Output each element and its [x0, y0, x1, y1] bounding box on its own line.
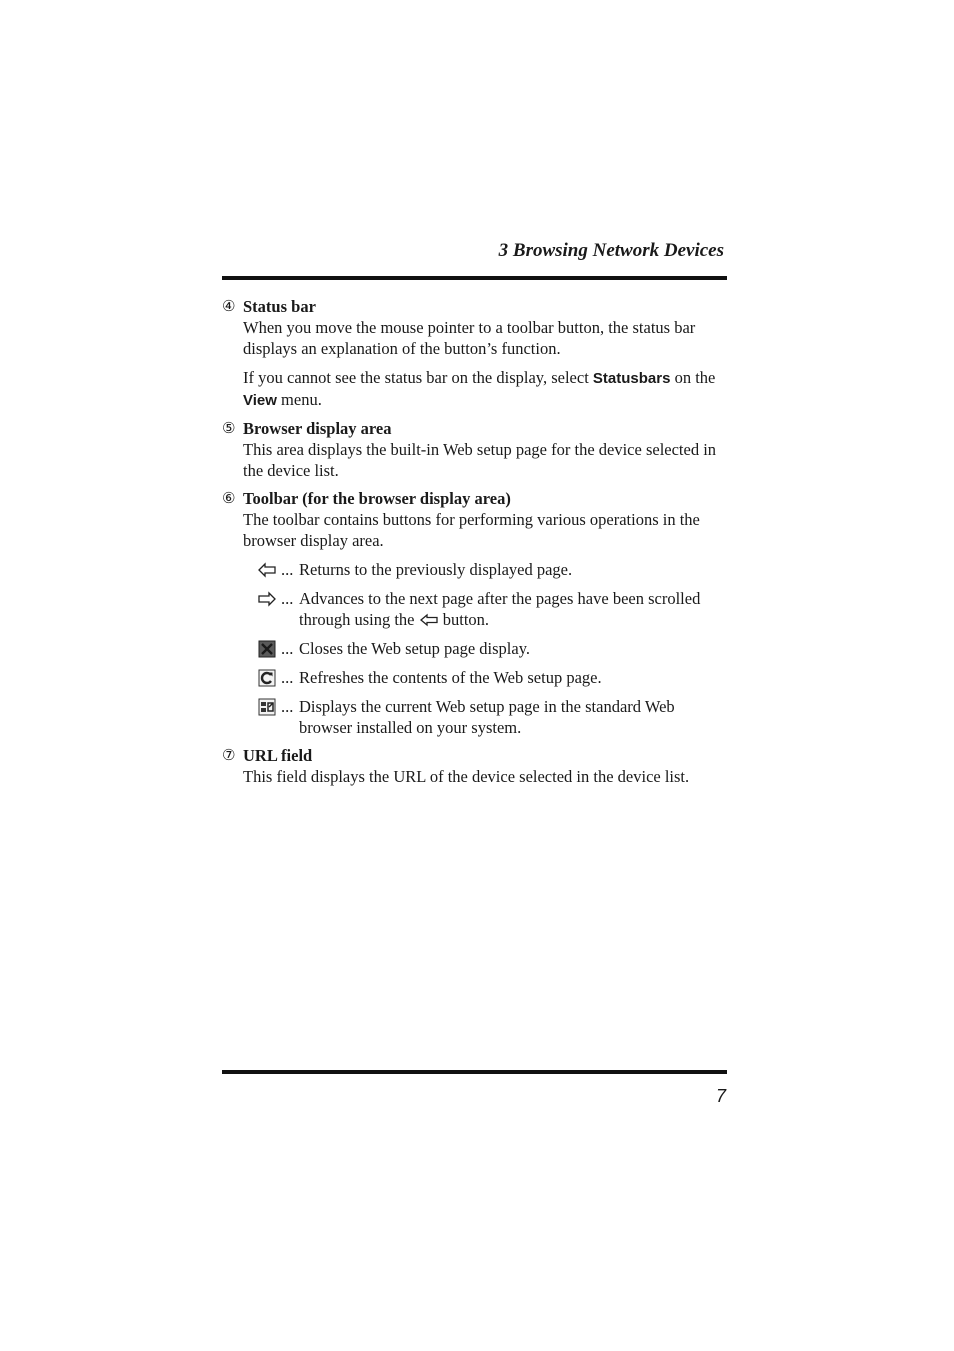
item-description	[299, 588, 727, 630]
section-title: Status bar	[243, 297, 316, 316]
section-marker: ⑦	[222, 746, 236, 764]
section-paragraph	[243, 367, 727, 411]
item-description: Returns to the previously displayed page.	[299, 560, 573, 579]
list-item	[257, 559, 727, 580]
section-paragraph: This field displays the URL of the device selected in the device list.	[243, 767, 690, 786]
list-item	[257, 588, 727, 630]
page-content	[222, 296, 727, 787]
paragraph-text: menu.	[276, 390, 322, 409]
item-description: Refreshes the contents of the Web setup page.	[299, 668, 602, 687]
item-text: Advances to the next page after the pages have been scrolled through using the	[299, 589, 701, 629]
forward-arrow-icon	[257, 590, 277, 608]
page-number: 7	[715, 1086, 726, 1106]
section-marker: ⑤	[222, 419, 236, 437]
list-item	[257, 638, 727, 659]
section-title: URL field	[243, 746, 313, 765]
leader-dots: ...	[281, 589, 294, 608]
list-item	[257, 696, 727, 738]
section-url-field	[222, 745, 727, 787]
section-toolbar	[222, 488, 727, 738]
item-description: Closes the Web setup page display.	[299, 639, 531, 658]
section-marker: ⑥	[222, 489, 236, 507]
footer-rule	[222, 1070, 727, 1074]
section-status-bar	[222, 296, 727, 411]
leader-dots: ...	[281, 639, 294, 658]
paragraph-text: If you cannot see the status bar on the display, select	[243, 368, 593, 387]
section-paragraph: The toolbar contains buttons for performing various operations in the browser display area.	[243, 510, 700, 550]
section-marker: ④	[222, 297, 236, 315]
section-browser-display-area	[222, 418, 727, 481]
leader-dots: ...	[281, 560, 294, 579]
menu-command-statusbars: Statusbars	[592, 370, 671, 387]
menu-name-view: View	[243, 392, 277, 409]
list-item	[257, 667, 727, 688]
back-arrow-icon	[419, 611, 439, 625]
toolbar-button-list	[243, 559, 727, 738]
chapter-header: 3 Browsing Network Devices	[498, 240, 724, 261]
leader-dots: ...	[281, 697, 294, 716]
open-browser-icon	[257, 698, 277, 716]
section-title: Browser display area	[243, 419, 392, 438]
section-paragraph: This area displays the built-in Web setup page for the device selected in the device list.	[243, 440, 717, 480]
item-description: Displays the current Web setup page in the standard Web browser installed on your system.	[299, 697, 675, 737]
item-text: button.	[438, 610, 490, 629]
paragraph-text: on the	[670, 368, 716, 387]
refresh-icon	[257, 669, 277, 687]
leader-dots: ...	[281, 668, 294, 687]
close-icon	[257, 640, 277, 658]
section-title: Toolbar (for the browser display area)	[243, 489, 511, 508]
back-arrow-icon	[257, 561, 277, 579]
header-rule	[222, 276, 727, 280]
section-paragraph: When you move the mouse pointer to a toolbar button, the status bar displays an explanation of the button’s function.	[243, 318, 696, 358]
